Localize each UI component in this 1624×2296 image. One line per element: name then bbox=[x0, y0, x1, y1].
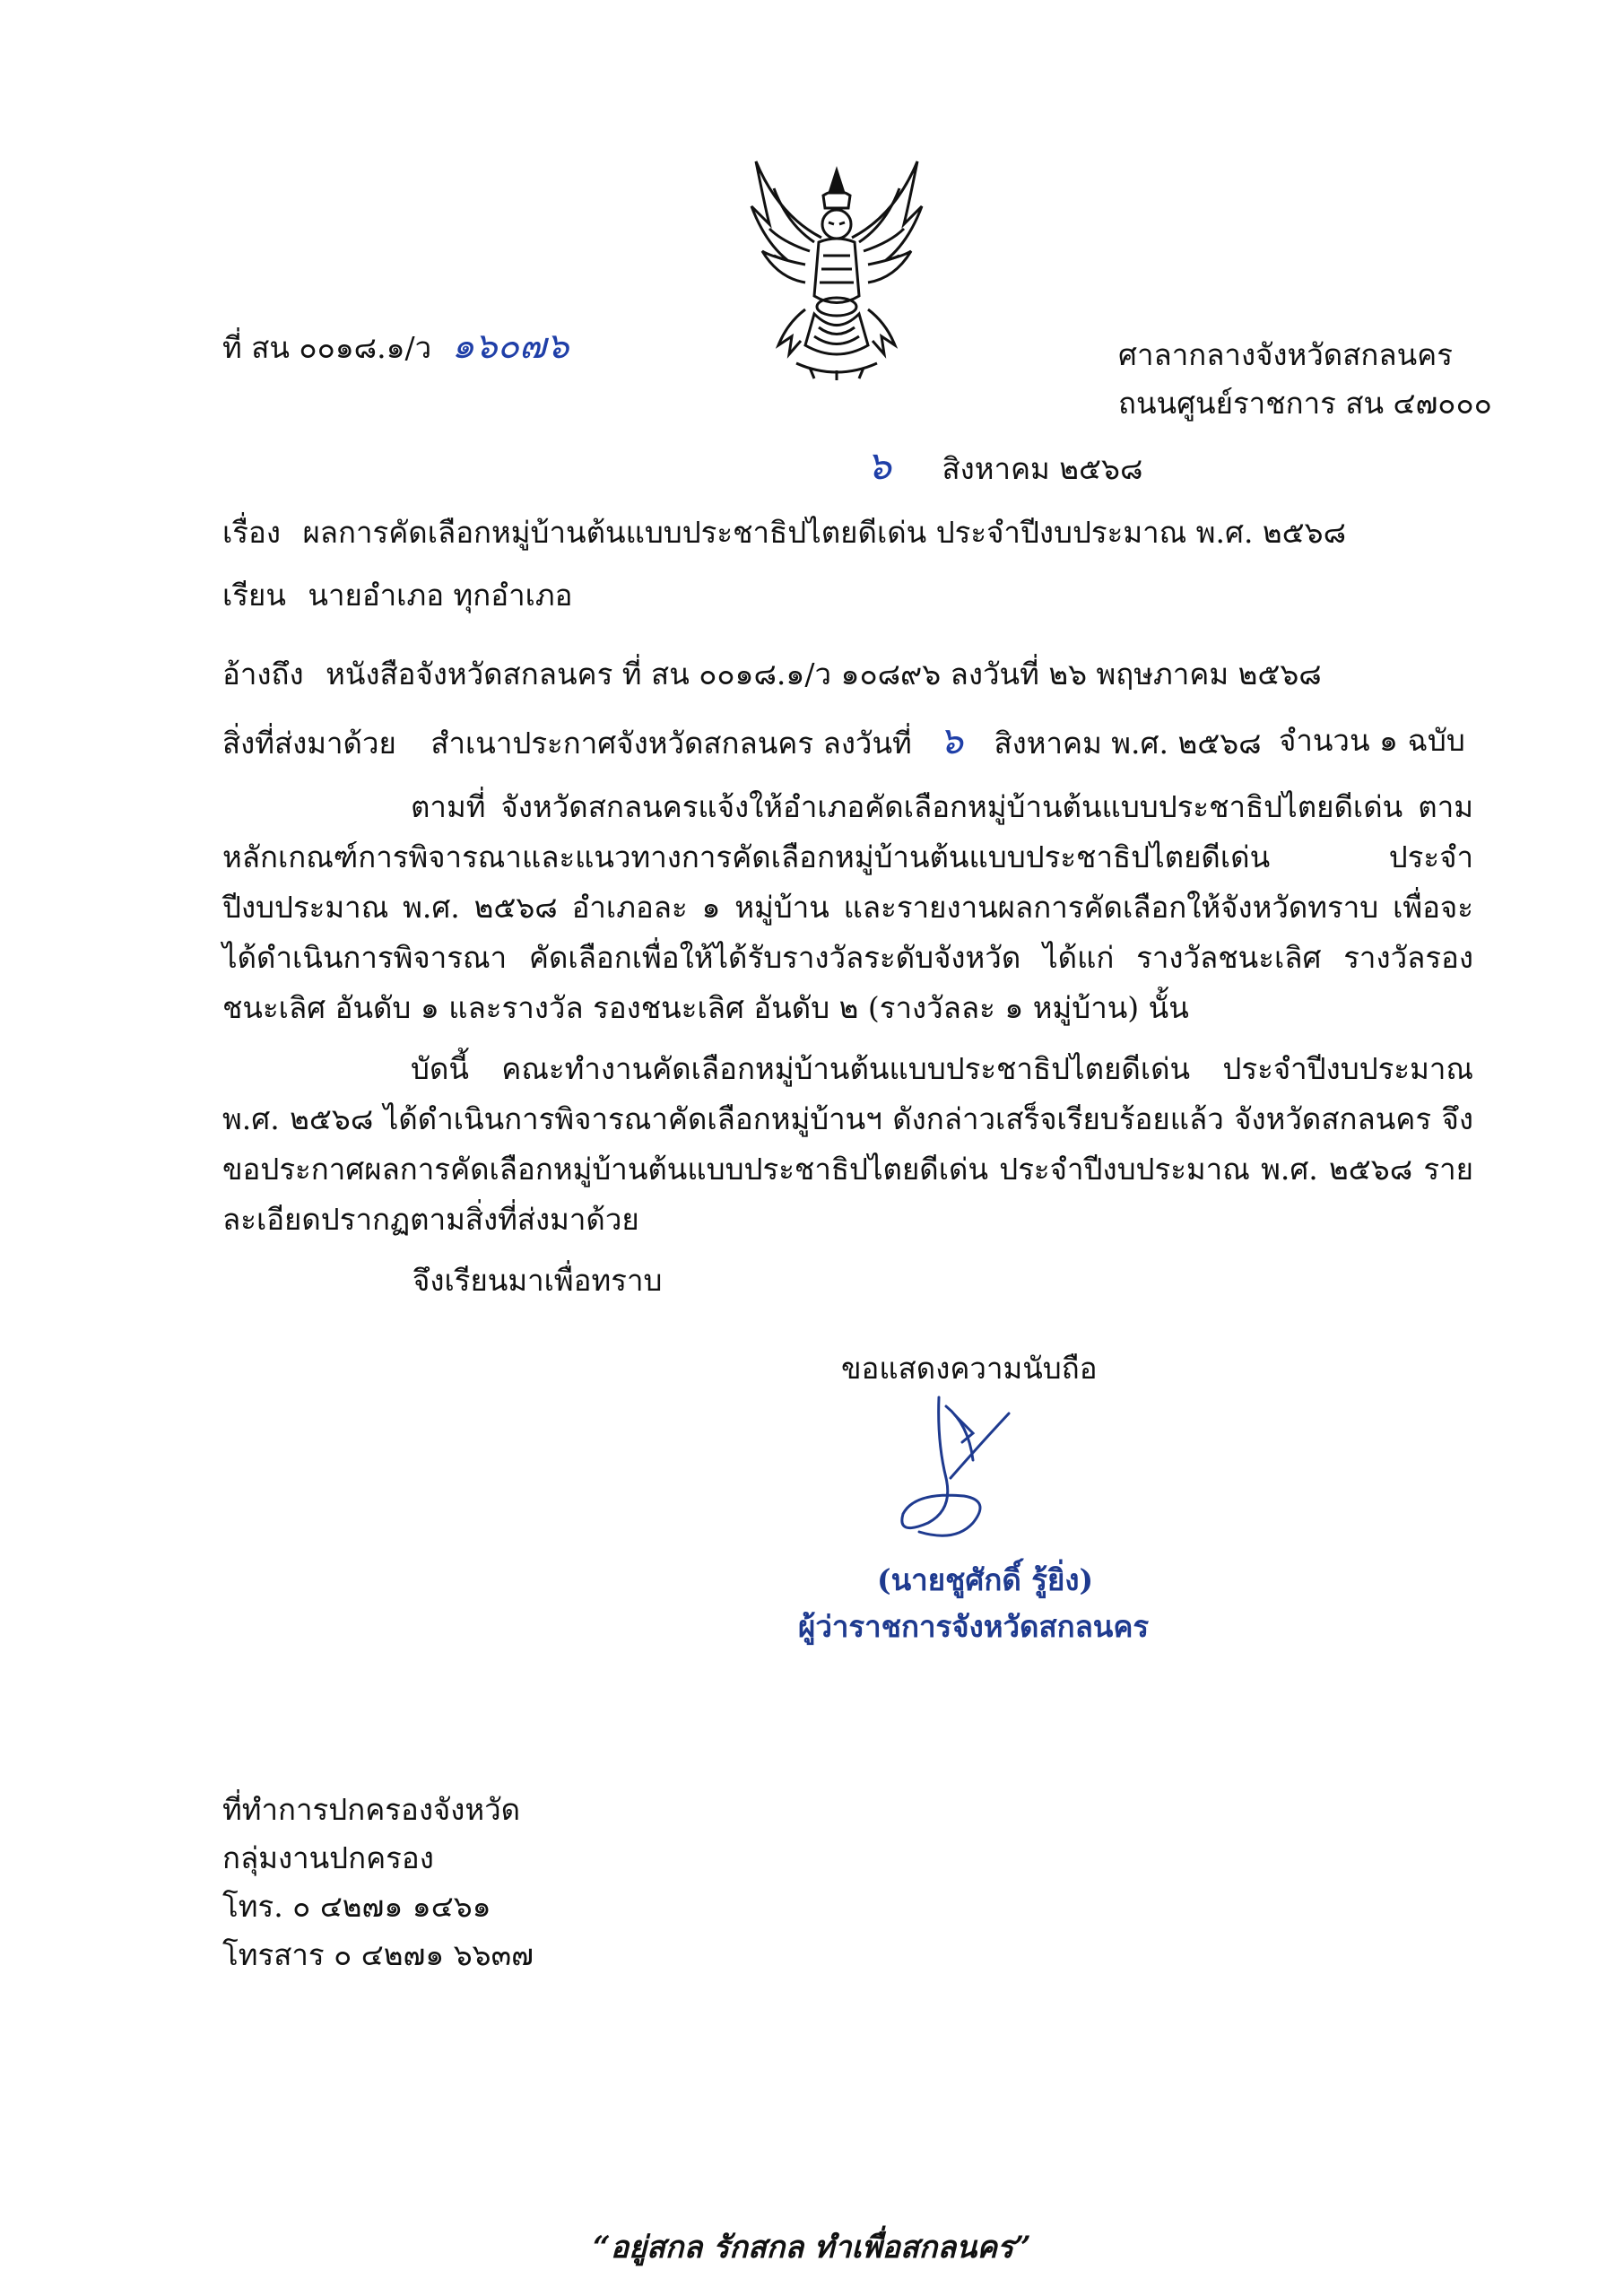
date-month-year: สิงหาคม ๒๕๖๘ bbox=[942, 451, 1143, 486]
enclosure-date: สิงหาคม พ.ศ. ๒๕๖๘ bbox=[994, 726, 1262, 761]
enclosure-text: สำเนาประกาศจังหวัดสกลนคร ลงวันที่ bbox=[430, 726, 912, 761]
enclosure-quantity: จำนวน ๑ ฉบับ bbox=[1279, 723, 1465, 758]
reference-text: หนังสือจังหวัดสกลนคร ที่ สน ๐๐๑๘.๑/ว ๑๐๘๙๖ ลงวันที่ ๒๖ พฤษภาคม ๒๕๖๘ bbox=[326, 657, 1322, 691]
handwritten-enclosure-day: ๖ bbox=[939, 718, 963, 762]
body-paragraph-2: บัดนี้ คณะทำงานคัดเลือกหมู่บ้านต้นแบบประชาธิปไตยดีเด่น ประจำปีงบประมาณ พ.ศ. ๒๕๖๘ ได้ดำเนินการพิจารณาคัดเลือกหมู่บ้านฯ ดังกล่าวเสร็จเรียบร้อยแล้ว จังหวัดสกลนคร จึงขอประกาศผลการคัดเลือกหมู่บ้านต้นแบบประชาธิปไตยดีเด่น ประจำปีงบประมาณ พ.ศ. ๒๕๖๘ รายละเอียดปรากฏตามสิ่งที่ส่งมาด้วย bbox=[222, 1051, 1473, 1237]
recipient-label: เรียน bbox=[222, 578, 286, 613]
closing-line: จึงเรียนมาเพื่อทราบ bbox=[413, 1263, 663, 1298]
footer-group: กลุ่มงานปกครอง bbox=[222, 1840, 434, 1875]
salutation: ขอแสดงความนับถือ bbox=[841, 1351, 1098, 1386]
recipient-text: นายอำเภอ ทุกอำเภอ bbox=[308, 578, 573, 613]
signer-position: ผู้ว่าราชการจังหวัดสกลนคร bbox=[798, 1609, 1150, 1644]
reference-ref-label: อ้างถึง bbox=[222, 657, 304, 691]
reference-label: ที่ สน ๐๐๑๘.๑/ว bbox=[222, 330, 432, 365]
handwritten-signature-icon bbox=[883, 1388, 1027, 1550]
document-date bbox=[866, 445, 1142, 491]
enclosure-label: สิ่งที่ส่งมาด้วย bbox=[222, 726, 396, 761]
handwritten-date-day: ๖ bbox=[866, 443, 891, 489]
subject-line bbox=[222, 511, 1346, 554]
body-paragraph-1: ตามที่ จังหวัดสกลนครแจ้งให้อำเภอคัดเลือกหมู่บ้านต้นแบบประชาธิปไตยดีเด่น ตามหลักเกณฑ์การพิจารณาและแนวทางการคัดเลือกหมู่บ้านต้นแบบประชาธิปไตยดีเด่น ประจำปีงบประมาณ พ.ศ. ๒๕๖๘ อำเภอละ ๑ หมู่บ้าน และรายงานผลการคัดเลือกให้จังหวัดทราบ เพื่อจะได้ดำเนินการพิจารณา คัดเลือกเพื่อให้ได้รับรางวัลระดับจังหวัด ได้แก่ รางวัลชนะเลิศ รางวัลรองชนะเลิศ อันดับ ๑ และรางวัล รองชนะเลิศ อันดับ ๒ (รางวัลละ ๑ หมู่บ้าน) นั้น bbox=[222, 789, 1473, 1025]
reference-line bbox=[222, 653, 1322, 696]
footer-phone: โทร. ๐ ๔๒๗๑ ๑๔๖๑ bbox=[222, 1889, 491, 1924]
enclosure-line bbox=[222, 719, 1262, 765]
province-motto: “อยู่สกล รักสกล ทำเพื่อสกลนคร” bbox=[593, 2230, 1031, 2266]
signer-name: (นายชูศักดิ์ รู้ยิ่ง) bbox=[877, 1562, 1094, 1597]
footer-fax: โทรสาร ๐ ๔๒๗๑ ๖๖๓๗ bbox=[222, 1937, 534, 1972]
subject-label: เรื่อง bbox=[222, 515, 281, 550]
reference-number bbox=[222, 325, 569, 370]
recipient-line bbox=[222, 574, 572, 617]
office-name: ศาลากลางจังหวัดสกลนคร bbox=[1118, 337, 1453, 372]
garuda-emblem-icon bbox=[743, 152, 931, 381]
footer-office: ที่ทำการปกครองจังหวัด bbox=[222, 1792, 521, 1827]
office-address: ถนนศูนย์ราชการ สน ๔๗๐๐๐ bbox=[1118, 386, 1492, 421]
handwritten-reference-number: ๑๖๐๗๖ bbox=[451, 326, 569, 367]
subject-text: ผลการคัดเลือกหมู่บ้านต้นแบบประชาธิปไตยดีเด่น ประจำปีงบประมาณ พ.ศ. ๒๕๖๘ bbox=[302, 515, 1347, 550]
